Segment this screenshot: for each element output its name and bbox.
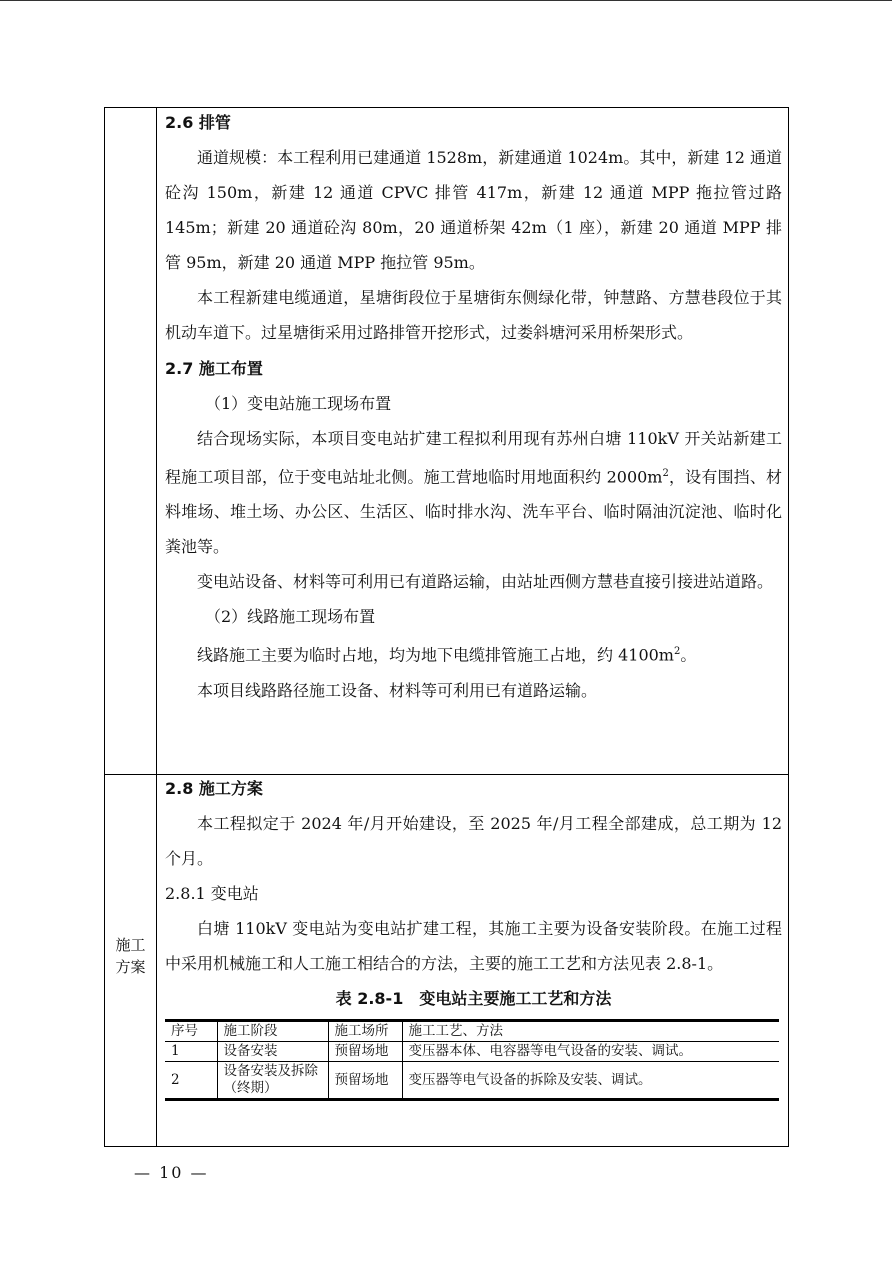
col-header-index: 序号 [171, 1023, 198, 1039]
col-header-site: 施工场所 [328, 1021, 402, 1042]
content-upper [165, 110, 782, 708]
para-2-7-1-sup: 2 [662, 468, 669, 479]
column-divider [156, 108, 157, 1146]
page-number: — 10 — [134, 1163, 209, 1182]
cell-site: 预留场地 [328, 1062, 402, 1100]
table-row [165, 1042, 779, 1062]
table-header-row [165, 1021, 779, 1042]
cell-stage: 设备安装及拆除（终期） [217, 1062, 328, 1100]
sub-2-8-1: 2.8.1 变电站 [165, 884, 259, 903]
table-row [165, 1062, 779, 1100]
para-2-6-2: 本工程新建电缆通道，星塘街段位于星塘街东侧绿化带，钟慧路、方慧巷段位于其机动车道下。过星塘街采用过路排管开挖形式，过娄斜塘河采用桥架形式。 [165, 288, 782, 342]
para-2-7-3-a: 线路施工主要为临时占地，均为地下电缆排管施工占地，约 4100m [197, 645, 674, 665]
table-caption: 表 2.8-1 变电站主要施工工艺和方法 [335, 989, 612, 1008]
cell-stage: 设备安装 [217, 1042, 328, 1062]
cell-index: 2 [171, 1071, 180, 1088]
top-rule [0, 0, 892, 1]
form-table [104, 107, 789, 1147]
para-2-7-1-a: 结合现场实际，本项目变电站扩建工程拟利用现有苏州白塘 110kV 开关站新建工程施工项目部，位于变电站址北侧。施工营地临时用地面积约 2000m [165, 429, 782, 487]
para-2-7-2: 变电站设备、材料等可利用已有道路运输，由站址西侧方慧巷直接引接进站道路。 [197, 572, 774, 592]
cell-index: 1 [171, 1043, 180, 1059]
left-label-text: 施工方案 [115, 936, 146, 976]
heading-2-8: 2.8 施工方案 [165, 779, 263, 798]
col-header-stage: 施工阶段 [217, 1021, 328, 1042]
para-2-7-3-sup: 2 [673, 646, 681, 658]
content-lower [165, 776, 782, 1101]
left-label [105, 934, 156, 978]
sub-2-7-2: （2）线路施工现场布置 [205, 607, 376, 627]
process-table [165, 1019, 779, 1101]
heading-2-7: 2.7 施工布置 [165, 359, 263, 378]
para-2-7-3 [165, 634, 782, 672]
sub-2-7-1: （1）变电站施工现场布置 [205, 394, 392, 413]
para-2-7-4: 本项目线路路径施工设备、材料等可利用已有道路运输。 [197, 680, 598, 700]
cell-method: 变压器等电气设备的拆除及安装、调试。 [402, 1062, 779, 1100]
para-2-6-1: 通道规模：本工程利用已建通道 1528m，新建通道 1024m。其中，新建 12 通道砼沟 150m，新建 12 通道 CPVC 排管 417m，新建 12 通道 MPP 拖拉管过路 145m；新建 20 通道砼沟 80m，20 通道桥架 42m（1 座），新建 20 通道 MPP 排管 95m，新建 20 通道 MPP 拖拉管 95m。 [165, 148, 782, 272]
heading-2-6: 2.6 排管 [165, 113, 231, 132]
para-2-7-3-b: 。 [680, 645, 697, 665]
para-2-7-1 [165, 421, 782, 564]
cell-method: 变压器本体、电容器等电气设备的安装、调试。 [402, 1042, 779, 1062]
cell-site: 预留场地 [328, 1042, 402, 1062]
col-header-method: 施工工艺、方法 [402, 1021, 779, 1042]
para-2-7-1-b: ，设有围挡、材料堆场、堆土场、办公区、生活区、临时排水沟、洗车平台、临时隔油沉淀池、临时化粪池等。 [165, 467, 782, 557]
row-divider [105, 774, 788, 775]
para-2-8-2: 白塘 110kV 变电站为变电站扩建工程，其施工主要为设备安装阶段。在施工过程中采用机械施工和人工施工相结合的方法，主要的施工工艺和方法见表 2.8-1。 [165, 919, 782, 973]
para-2-8-1: 本工程拟定于 2024 年/月开始建设，至 2025 年/月工程全部建成，总工期为 12 个月。 [165, 814, 782, 868]
